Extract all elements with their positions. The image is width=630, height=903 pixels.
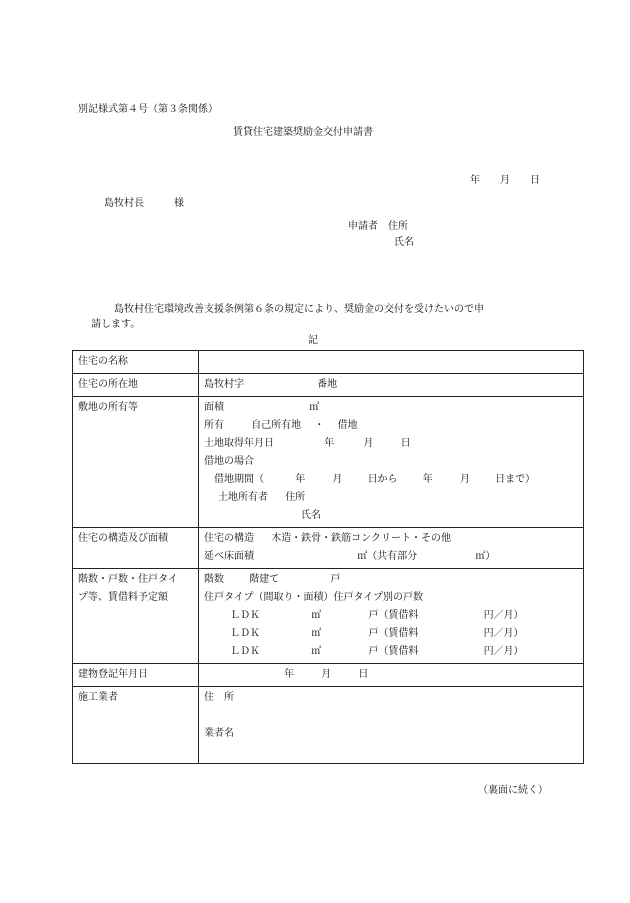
floor-area-label: 延べ床面積 xyxy=(204,551,254,562)
row-housing-location xyxy=(73,374,584,397)
form-number: 別記様式第４号（第３条関係） xyxy=(78,104,218,115)
floor-area-unit: ㎡（共有部分 xyxy=(357,551,418,562)
applicant-name-label: 氏名 xyxy=(394,237,414,248)
rent-label: 戸（賃借料 xyxy=(368,610,419,621)
row-floors-units xyxy=(73,569,584,664)
sqm-unit: ㎡ xyxy=(311,628,322,639)
shared-area-unit: ㎡） xyxy=(475,551,496,562)
land-owner-label: 土地所有者 xyxy=(218,492,268,503)
continued-note: （裏面に続く） xyxy=(478,785,548,796)
row-registration-date xyxy=(73,664,584,687)
form-title: 賃貸住宅建築奨励金交付申請書 xyxy=(233,127,373,138)
label-floors-units xyxy=(73,569,199,664)
lease-to-year: 年 xyxy=(422,474,433,485)
location-banchi: 番地 xyxy=(317,379,338,390)
land-acquisition-label: 土地取得年月日 xyxy=(204,438,274,449)
area-label: 面積 xyxy=(204,402,224,413)
label-registration-date: 建物登記年月日 xyxy=(73,664,199,687)
location-prefix: 島牧村字 xyxy=(204,379,244,390)
ki-mark: 記 xyxy=(308,335,318,346)
label-floors-units-line2: プ等、賃借料予定額 xyxy=(78,592,168,603)
label-structure-area: 住宅の構造及び面積 xyxy=(73,528,199,569)
label-housing-location: 住宅の所在地 xyxy=(73,374,199,397)
contractor-address-label: 住 所 xyxy=(204,692,234,703)
label-floors-units-line1: 階数・戸数・住戸タイ xyxy=(78,574,178,585)
unit-type-header: 住戸タイプ（間取り・面積）住戸タイプ別の戸数 xyxy=(204,592,423,603)
ldk-label: ＬＤＫ xyxy=(230,628,260,639)
unit-type-row xyxy=(204,643,578,661)
ldk-label: ＬＤＫ xyxy=(230,646,260,657)
acq-month: 月 xyxy=(363,438,374,449)
date-line: 年 月 日 xyxy=(470,175,540,186)
label-housing-name: 住宅の名称 xyxy=(73,351,199,374)
land-owner-name: 氏名 xyxy=(301,510,321,521)
ldk-label: ＬＤＫ xyxy=(230,610,260,621)
floors-label: 階数 xyxy=(204,574,224,585)
row-structure-area xyxy=(73,528,584,569)
rent-label: 戸（賃借料 xyxy=(368,628,419,639)
application-paragraph-line2: 請します。 xyxy=(91,319,141,330)
field-structure-area[interactable] xyxy=(199,528,584,569)
lease-from-day: 日から xyxy=(367,474,398,485)
reg-year: 年 xyxy=(284,669,294,680)
label-contractor: 施工業者 xyxy=(73,687,199,764)
field-contractor[interactable] xyxy=(199,687,584,764)
row-housing-name xyxy=(73,351,584,374)
yen-per-month: 円／月） xyxy=(483,610,524,621)
field-land-ownership[interactable] xyxy=(199,397,584,528)
acq-year: 年 xyxy=(324,438,335,449)
contractor-name-label: 業者名 xyxy=(204,728,234,739)
addressee: 島牧村長 様 xyxy=(104,198,184,209)
application-form-table xyxy=(72,350,584,764)
reg-day: 日 xyxy=(358,669,369,680)
yen-per-month: 円／月） xyxy=(483,628,524,639)
sqm-unit: ㎡ xyxy=(311,610,322,621)
field-registration-date[interactable] xyxy=(199,664,584,687)
application-paragraph-line1: 島牧村住宅環境改善支援条例第６条の規定により、奨励金の交付を受けたいので申 xyxy=(114,304,484,315)
area-unit: ㎡ xyxy=(309,402,320,413)
yen-per-month: 円／月） xyxy=(483,646,524,657)
reg-month: 月 xyxy=(321,669,332,680)
field-floors-units[interactable] xyxy=(199,569,584,664)
field-housing-location[interactable] xyxy=(199,374,584,397)
label-land-ownership: 敷地の所有等 xyxy=(73,397,199,528)
row-land-ownership xyxy=(73,397,584,528)
ownership-self-option[interactable]: 自己所有地 xyxy=(251,420,302,431)
lease-to-month: 月 xyxy=(459,474,470,485)
rent-label: 戸（賃借料 xyxy=(368,646,419,657)
lease-period-label: 借地期間（ xyxy=(214,474,264,485)
sqm-unit: ㎡ xyxy=(311,646,322,657)
units-unit: 戸 xyxy=(330,574,341,585)
lease-from-year: 年 xyxy=(295,474,306,485)
lease-to-day: 日まで） xyxy=(495,474,536,485)
unit-type-row xyxy=(204,625,578,643)
ownership-separator: ・ xyxy=(314,420,325,431)
lease-case-label: 借地の場合 xyxy=(204,456,254,467)
structure-label: 住宅の構造 xyxy=(204,533,254,544)
row-contractor xyxy=(73,687,584,764)
ownership-lease-option[interactable]: 借地 xyxy=(337,420,358,431)
floors-unit: 階建て xyxy=(249,574,280,585)
structure-options[interactable]: 木造・鉄骨・鉄筋コンクリート・その他 xyxy=(271,533,451,544)
ownership-label: 所有 xyxy=(204,420,224,431)
unit-type-row xyxy=(204,607,578,625)
field-housing-name[interactable] xyxy=(199,351,584,374)
land-owner-address: 住所 xyxy=(285,492,306,503)
lease-from-month: 月 xyxy=(332,474,343,485)
acq-day: 日 xyxy=(400,438,411,449)
applicant-address-label: 申請者 住所 xyxy=(348,221,408,232)
